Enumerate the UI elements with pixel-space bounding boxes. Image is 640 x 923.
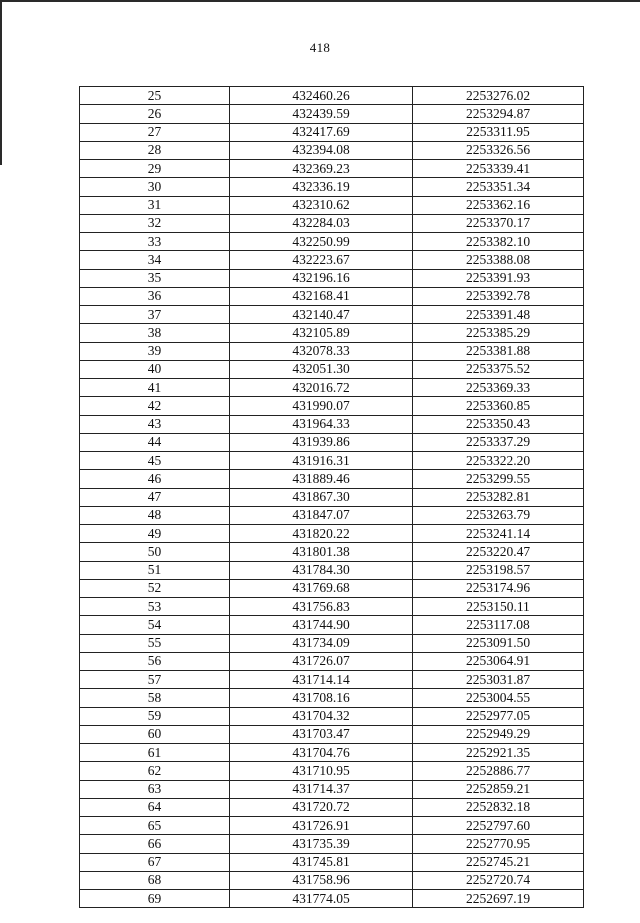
table-row bbox=[80, 543, 584, 561]
table-row bbox=[80, 141, 584, 159]
table-row bbox=[80, 214, 584, 232]
x-coordinate-cell: 431774.05 bbox=[230, 890, 413, 908]
x-coordinate-cell: 431990.07 bbox=[230, 397, 413, 415]
point-number-cell: 68 bbox=[80, 871, 230, 889]
point-number-cell: 31 bbox=[80, 196, 230, 214]
y-coordinate-cell: 2253388.08 bbox=[413, 251, 584, 269]
x-coordinate-cell: 431726.91 bbox=[230, 817, 413, 835]
y-coordinate-cell: 2253381.88 bbox=[413, 342, 584, 360]
y-coordinate-cell: 2253220.47 bbox=[413, 543, 584, 561]
table-row bbox=[80, 452, 584, 470]
y-coordinate-cell: 2253294.87 bbox=[413, 105, 584, 123]
x-coordinate-cell: 432284.03 bbox=[230, 214, 413, 232]
x-coordinate-cell: 432168.41 bbox=[230, 287, 413, 305]
point-number-cell: 69 bbox=[80, 890, 230, 908]
point-number-cell: 36 bbox=[80, 287, 230, 305]
x-coordinate-cell: 431745.81 bbox=[230, 853, 413, 871]
y-coordinate-cell: 2252720.74 bbox=[413, 871, 584, 889]
point-number-cell: 43 bbox=[80, 415, 230, 433]
table-row bbox=[80, 652, 584, 670]
table-row bbox=[80, 871, 584, 889]
x-coordinate-cell: 432460.26 bbox=[230, 87, 413, 105]
y-coordinate-cell: 2253362.16 bbox=[413, 196, 584, 214]
point-number-cell: 58 bbox=[80, 689, 230, 707]
y-coordinate-cell: 2252977.05 bbox=[413, 707, 584, 725]
x-coordinate-cell: 432336.19 bbox=[230, 178, 413, 196]
point-number-cell: 29 bbox=[80, 160, 230, 178]
y-coordinate-cell: 2253375.52 bbox=[413, 360, 584, 378]
y-coordinate-cell: 2253337.29 bbox=[413, 433, 584, 451]
table-row bbox=[80, 196, 584, 214]
y-coordinate-cell: 2252859.21 bbox=[413, 780, 584, 798]
table-row bbox=[80, 360, 584, 378]
table-row bbox=[80, 780, 584, 798]
point-number-cell: 26 bbox=[80, 105, 230, 123]
x-coordinate-cell: 431756.83 bbox=[230, 598, 413, 616]
y-coordinate-cell: 2253064.91 bbox=[413, 652, 584, 670]
x-coordinate-cell: 431847.07 bbox=[230, 506, 413, 524]
table-row bbox=[80, 251, 584, 269]
point-number-cell: 54 bbox=[80, 616, 230, 634]
y-coordinate-cell: 2253326.56 bbox=[413, 141, 584, 159]
table-row bbox=[80, 707, 584, 725]
x-coordinate-cell: 432016.72 bbox=[230, 379, 413, 397]
point-number-cell: 46 bbox=[80, 470, 230, 488]
table-row bbox=[80, 470, 584, 488]
y-coordinate-cell: 2253350.43 bbox=[413, 415, 584, 433]
x-coordinate-cell: 431720.72 bbox=[230, 798, 413, 816]
point-number-cell: 64 bbox=[80, 798, 230, 816]
y-coordinate-cell: 2252949.29 bbox=[413, 725, 584, 743]
point-number-cell: 55 bbox=[80, 634, 230, 652]
point-number-cell: 47 bbox=[80, 488, 230, 506]
scan-border-top bbox=[0, 0, 640, 2]
y-coordinate-cell: 2253370.17 bbox=[413, 214, 584, 232]
table-row bbox=[80, 689, 584, 707]
table-row bbox=[80, 725, 584, 743]
x-coordinate-cell: 431710.95 bbox=[230, 762, 413, 780]
x-coordinate-cell: 432250.99 bbox=[230, 233, 413, 251]
y-coordinate-cell: 2253150.11 bbox=[413, 598, 584, 616]
y-coordinate-cell: 2252797.60 bbox=[413, 817, 584, 835]
point-number-cell: 45 bbox=[80, 452, 230, 470]
y-coordinate-cell: 2253031.87 bbox=[413, 671, 584, 689]
table-row bbox=[80, 105, 584, 123]
table-row bbox=[80, 561, 584, 579]
point-number-cell: 48 bbox=[80, 506, 230, 524]
y-coordinate-cell: 2252921.35 bbox=[413, 744, 584, 762]
point-number-cell: 63 bbox=[80, 780, 230, 798]
x-coordinate-cell: 432223.67 bbox=[230, 251, 413, 269]
table-row bbox=[80, 123, 584, 141]
x-coordinate-cell: 432078.33 bbox=[230, 342, 413, 360]
point-number-cell: 49 bbox=[80, 525, 230, 543]
y-coordinate-cell: 2253174.96 bbox=[413, 579, 584, 597]
x-coordinate-cell: 431704.76 bbox=[230, 744, 413, 762]
x-coordinate-cell: 431867.30 bbox=[230, 488, 413, 506]
point-number-cell: 67 bbox=[80, 853, 230, 871]
x-coordinate-cell: 431916.31 bbox=[230, 452, 413, 470]
y-coordinate-cell: 2253004.55 bbox=[413, 689, 584, 707]
x-coordinate-cell: 431708.16 bbox=[230, 689, 413, 707]
y-coordinate-cell: 2253351.34 bbox=[413, 178, 584, 196]
y-coordinate-cell: 2253282.81 bbox=[413, 488, 584, 506]
x-coordinate-cell: 431735.39 bbox=[230, 835, 413, 853]
table-row bbox=[80, 890, 584, 908]
y-coordinate-cell: 2253198.57 bbox=[413, 561, 584, 579]
point-number-cell: 65 bbox=[80, 817, 230, 835]
table-row bbox=[80, 853, 584, 871]
table-row bbox=[80, 87, 584, 105]
table-row bbox=[80, 488, 584, 506]
point-number-cell: 37 bbox=[80, 306, 230, 324]
point-number-cell: 60 bbox=[80, 725, 230, 743]
y-coordinate-cell: 2253241.14 bbox=[413, 525, 584, 543]
table-row bbox=[80, 506, 584, 524]
point-number-cell: 53 bbox=[80, 598, 230, 616]
x-coordinate-cell: 431704.32 bbox=[230, 707, 413, 725]
table-row bbox=[80, 579, 584, 597]
scan-border-left bbox=[0, 0, 2, 165]
page-number: 418 bbox=[309, 40, 331, 55]
y-coordinate-cell: 2252832.18 bbox=[413, 798, 584, 816]
table-row bbox=[80, 525, 584, 543]
x-coordinate-cell: 431734.09 bbox=[230, 634, 413, 652]
table-row bbox=[80, 798, 584, 816]
x-coordinate-cell: 431769.68 bbox=[230, 579, 413, 597]
x-coordinate-cell: 432196.16 bbox=[230, 269, 413, 287]
x-coordinate-cell: 432051.30 bbox=[230, 360, 413, 378]
x-coordinate-cell: 431758.96 bbox=[230, 871, 413, 889]
y-coordinate-cell: 2253339.41 bbox=[413, 160, 584, 178]
y-coordinate-cell: 2252886.77 bbox=[413, 762, 584, 780]
point-number-cell: 27 bbox=[80, 123, 230, 141]
x-coordinate-cell: 431703.47 bbox=[230, 725, 413, 743]
x-coordinate-cell: 431714.14 bbox=[230, 671, 413, 689]
table-row bbox=[80, 306, 584, 324]
table-row bbox=[80, 379, 584, 397]
y-coordinate-cell: 2253091.50 bbox=[413, 634, 584, 652]
y-coordinate-cell: 2252697.19 bbox=[413, 890, 584, 908]
x-coordinate-cell: 432369.23 bbox=[230, 160, 413, 178]
x-coordinate-cell: 431744.90 bbox=[230, 616, 413, 634]
x-coordinate-cell: 432439.59 bbox=[230, 105, 413, 123]
x-coordinate-cell: 431784.30 bbox=[230, 561, 413, 579]
x-coordinate-cell: 431889.46 bbox=[230, 470, 413, 488]
x-coordinate-cell: 431801.38 bbox=[230, 543, 413, 561]
point-number-cell: 42 bbox=[80, 397, 230, 415]
point-number-cell: 35 bbox=[80, 269, 230, 287]
x-coordinate-cell: 431714.37 bbox=[230, 780, 413, 798]
point-number-cell: 50 bbox=[80, 543, 230, 561]
table-row bbox=[80, 762, 584, 780]
y-coordinate-cell: 2253385.29 bbox=[413, 324, 584, 342]
x-coordinate-cell: 432140.47 bbox=[230, 306, 413, 324]
y-coordinate-cell: 2253311.95 bbox=[413, 123, 584, 141]
point-number-cell: 66 bbox=[80, 835, 230, 853]
table-row bbox=[80, 744, 584, 762]
point-number-cell: 32 bbox=[80, 214, 230, 232]
y-coordinate-cell: 2253382.10 bbox=[413, 233, 584, 251]
x-coordinate-cell: 431726.07 bbox=[230, 652, 413, 670]
point-number-cell: 57 bbox=[80, 671, 230, 689]
table-row bbox=[80, 342, 584, 360]
point-number-cell: 51 bbox=[80, 561, 230, 579]
point-number-cell: 30 bbox=[80, 178, 230, 196]
y-coordinate-cell: 2253392.78 bbox=[413, 287, 584, 305]
x-coordinate-cell: 432310.62 bbox=[230, 196, 413, 214]
point-number-cell: 59 bbox=[80, 707, 230, 725]
point-number-cell: 38 bbox=[80, 324, 230, 342]
point-number-cell: 44 bbox=[80, 433, 230, 451]
point-number-cell: 40 bbox=[80, 360, 230, 378]
point-number-cell: 61 bbox=[80, 744, 230, 762]
point-number-cell: 33 bbox=[80, 233, 230, 251]
x-coordinate-cell: 431939.86 bbox=[230, 433, 413, 451]
coordinates-table-body bbox=[80, 87, 584, 908]
table-row bbox=[80, 397, 584, 415]
table-row bbox=[80, 598, 584, 616]
y-coordinate-cell: 2253299.55 bbox=[413, 470, 584, 488]
table-row bbox=[80, 160, 584, 178]
y-coordinate-cell: 2253276.02 bbox=[413, 87, 584, 105]
x-coordinate-cell: 431964.33 bbox=[230, 415, 413, 433]
x-coordinate-cell: 432105.89 bbox=[230, 324, 413, 342]
y-coordinate-cell: 2253360.85 bbox=[413, 397, 584, 415]
point-number-cell: 41 bbox=[80, 379, 230, 397]
table-row bbox=[80, 178, 584, 196]
point-number-cell: 62 bbox=[80, 762, 230, 780]
table-row bbox=[80, 433, 584, 451]
y-coordinate-cell: 2253391.93 bbox=[413, 269, 584, 287]
y-coordinate-cell: 2253322.20 bbox=[413, 452, 584, 470]
coordinates-table bbox=[79, 86, 584, 908]
y-coordinate-cell: 2252770.95 bbox=[413, 835, 584, 853]
point-number-cell: 28 bbox=[80, 141, 230, 159]
table-row bbox=[80, 671, 584, 689]
y-coordinate-cell: 2253369.33 bbox=[413, 379, 584, 397]
table-row bbox=[80, 233, 584, 251]
point-number-cell: 34 bbox=[80, 251, 230, 269]
table-row bbox=[80, 634, 584, 652]
table-row bbox=[80, 269, 584, 287]
table-row bbox=[80, 835, 584, 853]
point-number-cell: 52 bbox=[80, 579, 230, 597]
table-row bbox=[80, 616, 584, 634]
table-row bbox=[80, 324, 584, 342]
y-coordinate-cell: 2252745.21 bbox=[413, 853, 584, 871]
x-coordinate-cell: 432417.69 bbox=[230, 123, 413, 141]
point-number-cell: 25 bbox=[80, 87, 230, 105]
point-number-cell: 39 bbox=[80, 342, 230, 360]
x-coordinate-cell: 431820.22 bbox=[230, 525, 413, 543]
table-row bbox=[80, 817, 584, 835]
point-number-cell: 56 bbox=[80, 652, 230, 670]
table-row bbox=[80, 415, 584, 433]
y-coordinate-cell: 2253391.48 bbox=[413, 306, 584, 324]
y-coordinate-cell: 2253117.08 bbox=[413, 616, 584, 634]
x-coordinate-cell: 432394.08 bbox=[230, 141, 413, 159]
table-row bbox=[80, 287, 584, 305]
y-coordinate-cell: 2253263.79 bbox=[413, 506, 584, 524]
